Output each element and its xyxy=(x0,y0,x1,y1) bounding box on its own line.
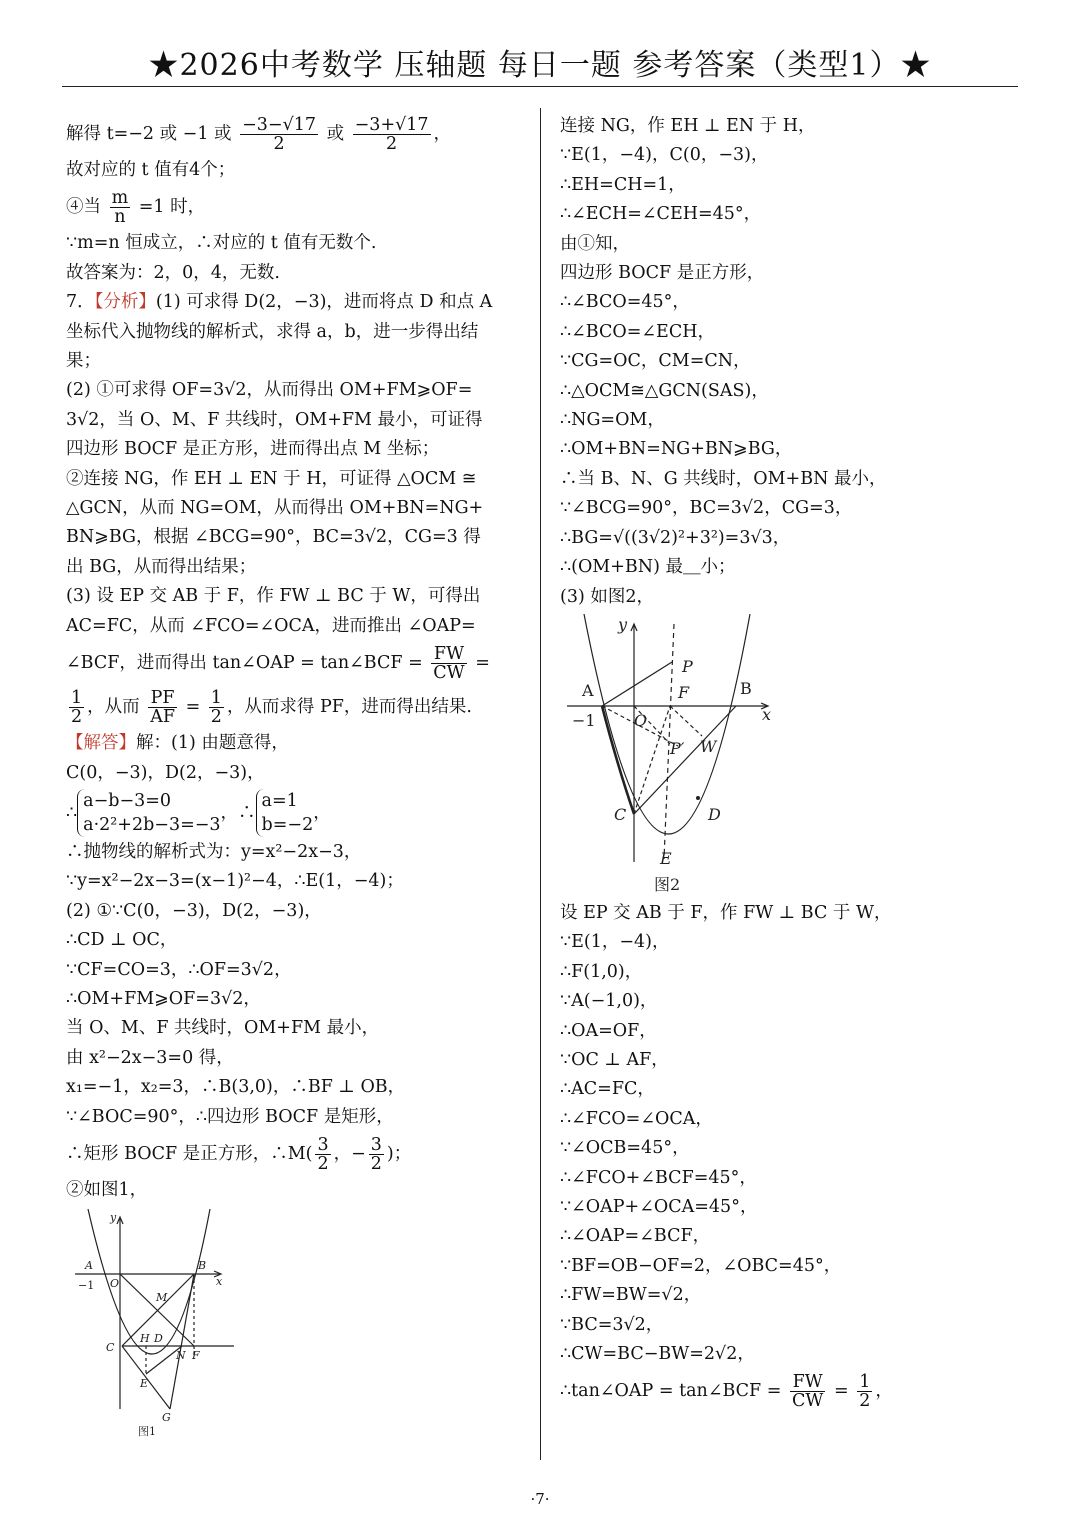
solution-line: ∴FW=BW=√2， xyxy=(560,1285,702,1306)
fraction: $\frac{1}{2}$ xyxy=(210,687,222,728)
header-rule xyxy=(62,86,1018,87)
solution-line: 坐标代入抛物线的解析式，求得 a，b，进一步得出结 xyxy=(66,321,479,342)
label-g: G xyxy=(162,1411,171,1425)
solution-line: 连接 NG，作 EH ⊥ EN 于 H， xyxy=(560,116,816,136)
solution-line: (3) 如图2， xyxy=(560,586,654,607)
solution-line: x₁=−1，x₂=3，∴B(3,0)，∴BF ⊥ OB， xyxy=(66,1077,406,1098)
solution-line: ∴∠ECH=∠CEH=45°， xyxy=(560,204,762,225)
label-b: B xyxy=(198,1259,207,1273)
answer-tag: 【解答】 xyxy=(66,733,136,754)
label-f: F xyxy=(678,682,690,702)
solution-line: 出 BG，从而得出结果； xyxy=(66,556,257,577)
label-o: O xyxy=(634,710,648,730)
solution-line: ∴∠FCO=∠OCA， xyxy=(560,1108,713,1129)
solution-line: ∵E(1，−4)，C(0，−3)， xyxy=(560,145,769,166)
solution-line: 由 x²−2x−3=0 得， xyxy=(66,1047,234,1068)
solution-line: ∵m=n 恒成立，∴对应的 t 值有无数个. xyxy=(66,233,377,254)
solution-line: ∴EH=CH=1， xyxy=(560,174,686,195)
solution-line: ∴∠FCO+∠BCF=45°， xyxy=(560,1167,757,1188)
solution-line: 果； xyxy=(66,351,101,372)
fraction: $\frac{PF}{AF}$ xyxy=(150,687,175,728)
analysis-tag: 【分析】 xyxy=(94,292,156,313)
figure-2-caption: 图2 xyxy=(654,874,681,894)
solution-line: ④当 $\frac{m}{n}$ =1 时， xyxy=(66,188,206,228)
fraction: $\frac{3}{2}$ xyxy=(370,1134,382,1174)
label-m: M xyxy=(156,1291,168,1305)
solution-line: C(0，−3)，D(2，−3)， xyxy=(66,762,265,783)
solution-line: ∴AC=FC， xyxy=(560,1079,655,1100)
label-f: F xyxy=(192,1349,200,1363)
solution-line: 7．【分析】(1) 可求得 D(2，−3)，进而将点 D 和点 A xyxy=(66,292,493,313)
solution-line: ∠BCF，进而得出 tan∠OAP = tan∠BCF = $\frac{FW}{CW}$ = xyxy=(66,643,490,684)
solution-line: 设 EP 交 AB 于 F，作 FW ⊥ BC 于 W， xyxy=(560,902,892,923)
solution-line: ∵∠BOC=90°，∴四边形 BOCF 是矩形， xyxy=(66,1106,394,1127)
label-c: C xyxy=(614,804,627,824)
label-neg1: −1 xyxy=(78,1279,95,1293)
solution-line: BN⩾BG，根据 ∠BCG=90°，BC=3√2，CG=3 得 xyxy=(66,527,481,548)
label-e: E xyxy=(140,1377,149,1391)
fraction: $\frac{3}{2}$ xyxy=(317,1134,329,1174)
label-p: P xyxy=(682,656,693,676)
label-a: A xyxy=(582,680,594,700)
solution-line: ∴OM+FM⩾OF=3√2， xyxy=(66,988,261,1009)
label-a: A xyxy=(85,1259,93,1273)
solution-line: ∴当 B、N、G 共线时，OM+BN 最小， xyxy=(560,468,887,489)
label-x: x xyxy=(216,1275,223,1289)
label-x: x xyxy=(762,704,772,724)
solution-line: ∴NG=OM， xyxy=(560,410,665,431)
fraction: $\frac{1}{2}$ xyxy=(71,687,83,728)
solution-line: 3√2，当 O、M、F 共线时，OM+FM 最小，可证得 xyxy=(66,409,483,430)
solution-line: $\frac{1}{2}$ ，从而 $\frac{PF}{AF}$ = $\frac{1}{2}$ ，从而求得 PF，进而得出结果. xyxy=(71,687,472,728)
label-o: O xyxy=(110,1277,120,1291)
solution-line: ②连接 NG，作 EH ⊥ EN 于 H，可证得 △OCM ≅ xyxy=(66,468,477,489)
column-divider xyxy=(540,108,541,1460)
label-d: D xyxy=(708,804,721,824)
solution-line: (2) ①∵C(0，−3)，D(2，−3)， xyxy=(66,900,322,921)
solution-line: 【解答】解：(1) 由题意得， xyxy=(66,733,289,754)
solution-line: ∴∠BCO=45°， xyxy=(560,292,690,313)
point-d xyxy=(696,796,700,800)
label-p-prime: P′ xyxy=(670,738,685,758)
solution-line: ∵CF=CO=3，∴OF=3√2， xyxy=(66,959,292,980)
label-y: y xyxy=(110,1211,117,1225)
solution-line: ∵y=x²−2x−3=(x−1)²−4，∴E(1，−4)； xyxy=(66,871,404,892)
page-header-title: ★2026中考数学 压轴题 每日一题 参考答案（类型1）★ xyxy=(148,48,932,83)
solution-line: ∵BF=OB−OF=2，∠OBC=45°， xyxy=(560,1255,842,1276)
fraction: $\frac{FW}{CW}$ xyxy=(792,1372,824,1412)
solution-line: ②如图1， xyxy=(66,1179,148,1200)
solution-line: ∴ a−b−3=0 a·2²+2b−3=−3 ，∴ a=1 b=−2 ， xyxy=(66,791,331,836)
arc-ac xyxy=(602,706,634,814)
parabola xyxy=(584,614,750,834)
label-w: W xyxy=(700,736,717,756)
solution-line: ∵∠OCB=45°， xyxy=(560,1138,690,1159)
solution-line: ∵CG=OC，CM=CN， xyxy=(560,351,751,372)
left-column xyxy=(66,112,526,1439)
right-column xyxy=(560,112,1020,1413)
label-e: E xyxy=(660,848,672,868)
solution-line: ∴tan∠OAP = tan∠BCF = $\frac{FW}{CW}$ = $\frac{1}{2}$ ， xyxy=(560,1372,893,1412)
dashed-fw xyxy=(670,706,702,736)
solution-line: (3) 设 EP 交 AB 于 F，作 FW ⊥ BC 于 W，可得出 xyxy=(66,586,481,607)
solution-line: 故答案为：2，0，4，无数. xyxy=(66,262,280,283)
solution-line: 当 O、M、F 共线时，OM+FM 最小， xyxy=(66,1018,380,1039)
solution-line: AC=FC，从而 ∠FCO=∠OCA，进而推出 ∠OAP= xyxy=(66,615,476,636)
solution-line: ∴∠BCO=∠ECH， xyxy=(560,321,715,342)
solution-line: ∵OC ⊥ AF， xyxy=(560,1049,669,1070)
fraction: $\frac{1}{2}$ xyxy=(859,1372,871,1412)
line-ap xyxy=(602,662,672,706)
equation-system: a−b−3=0 a·2²+2b−3=−3 xyxy=(77,789,220,837)
label-n: N xyxy=(176,1349,186,1363)
solution-line: 四边形 BOCF 是正方形， xyxy=(560,263,765,284)
fraction: $\frac{m}{n}$ xyxy=(111,188,129,228)
figure-1-caption: 图1 xyxy=(138,1425,156,1439)
equation-system: a=1 b=−2 xyxy=(256,789,314,837)
label-h: H xyxy=(140,1332,150,1346)
solution-line: ∴CD ⊥ OC， xyxy=(66,930,178,951)
solution-line: 四边形 BOCF 是正方形，进而得出点 M 坐标； xyxy=(66,439,440,460)
solution-line: ∴CW=BC−BW=2√2， xyxy=(560,1344,755,1364)
solution-line: △GCN，从而 NG=OM，从而得出 OM+BN=NG+ xyxy=(66,498,484,519)
fraction: $\frac{FW}{CW}$ xyxy=(433,643,465,684)
solution-line: ∴BG=√((3√2)²+3²)=3√3， xyxy=(560,527,791,548)
label-y: y xyxy=(618,614,628,634)
label-b: B xyxy=(740,678,752,698)
label-c: C xyxy=(106,1341,115,1355)
solution-line: ∴F(1,0)， xyxy=(560,961,643,982)
page-number: ·7· xyxy=(530,1490,550,1508)
figure-1 xyxy=(70,1209,250,1439)
solution-line: ∴抛物线的解析式为：y=x²−2x−3， xyxy=(66,841,362,862)
fraction: $\frac{-3+√17}{2}$ xyxy=(354,114,429,154)
solution-line: ∵E(1，−4)， xyxy=(560,932,670,953)
solution-line: ∴OA=OF， xyxy=(560,1020,657,1041)
solution-line: ∵BC=3√2， xyxy=(560,1314,664,1335)
solution-line: 由①知， xyxy=(560,233,630,254)
solution-line: ∴矩形 BOCF 是正方形，∴M( $\frac{3}{2}$ ，− $\frac{3}{2}$ )； xyxy=(66,1134,412,1174)
solution-line: ∴△OCM≅△GCN(SAS)， xyxy=(560,380,769,401)
label-neg1: −1 xyxy=(572,710,596,730)
solution-line: ∴∠OAP=∠BCF， xyxy=(560,1226,711,1247)
solution-line: ∵A(−1,0)， xyxy=(560,991,658,1012)
solution-line: 故对应的 t 值有4个； xyxy=(66,160,236,180)
solution-line: ∵∠BCG=90°，BC=3√2，CG=3， xyxy=(560,498,853,519)
solution-line: ∵∠OAP+∠OCA=45°， xyxy=(560,1196,758,1217)
solution-line: (2) ①可求得 OF=3√2，从而得出 OM+FM⩾OF= xyxy=(66,380,473,401)
solution-line: 解得 t=−2 或 −1 或 $\frac{-3-√17}{2}$ 或 $\frac{-3+√17}{2}$ ， xyxy=(66,114,452,154)
figure-2 xyxy=(562,614,792,899)
solution-line: ∴OM+BN=NG+BN⩾BG， xyxy=(560,439,793,460)
label-d: D xyxy=(154,1332,163,1346)
fraction: $\frac{-3-√17}{2}$ xyxy=(242,114,316,154)
solution-line: ∴(OM+BN) 最＿小； xyxy=(560,557,736,578)
